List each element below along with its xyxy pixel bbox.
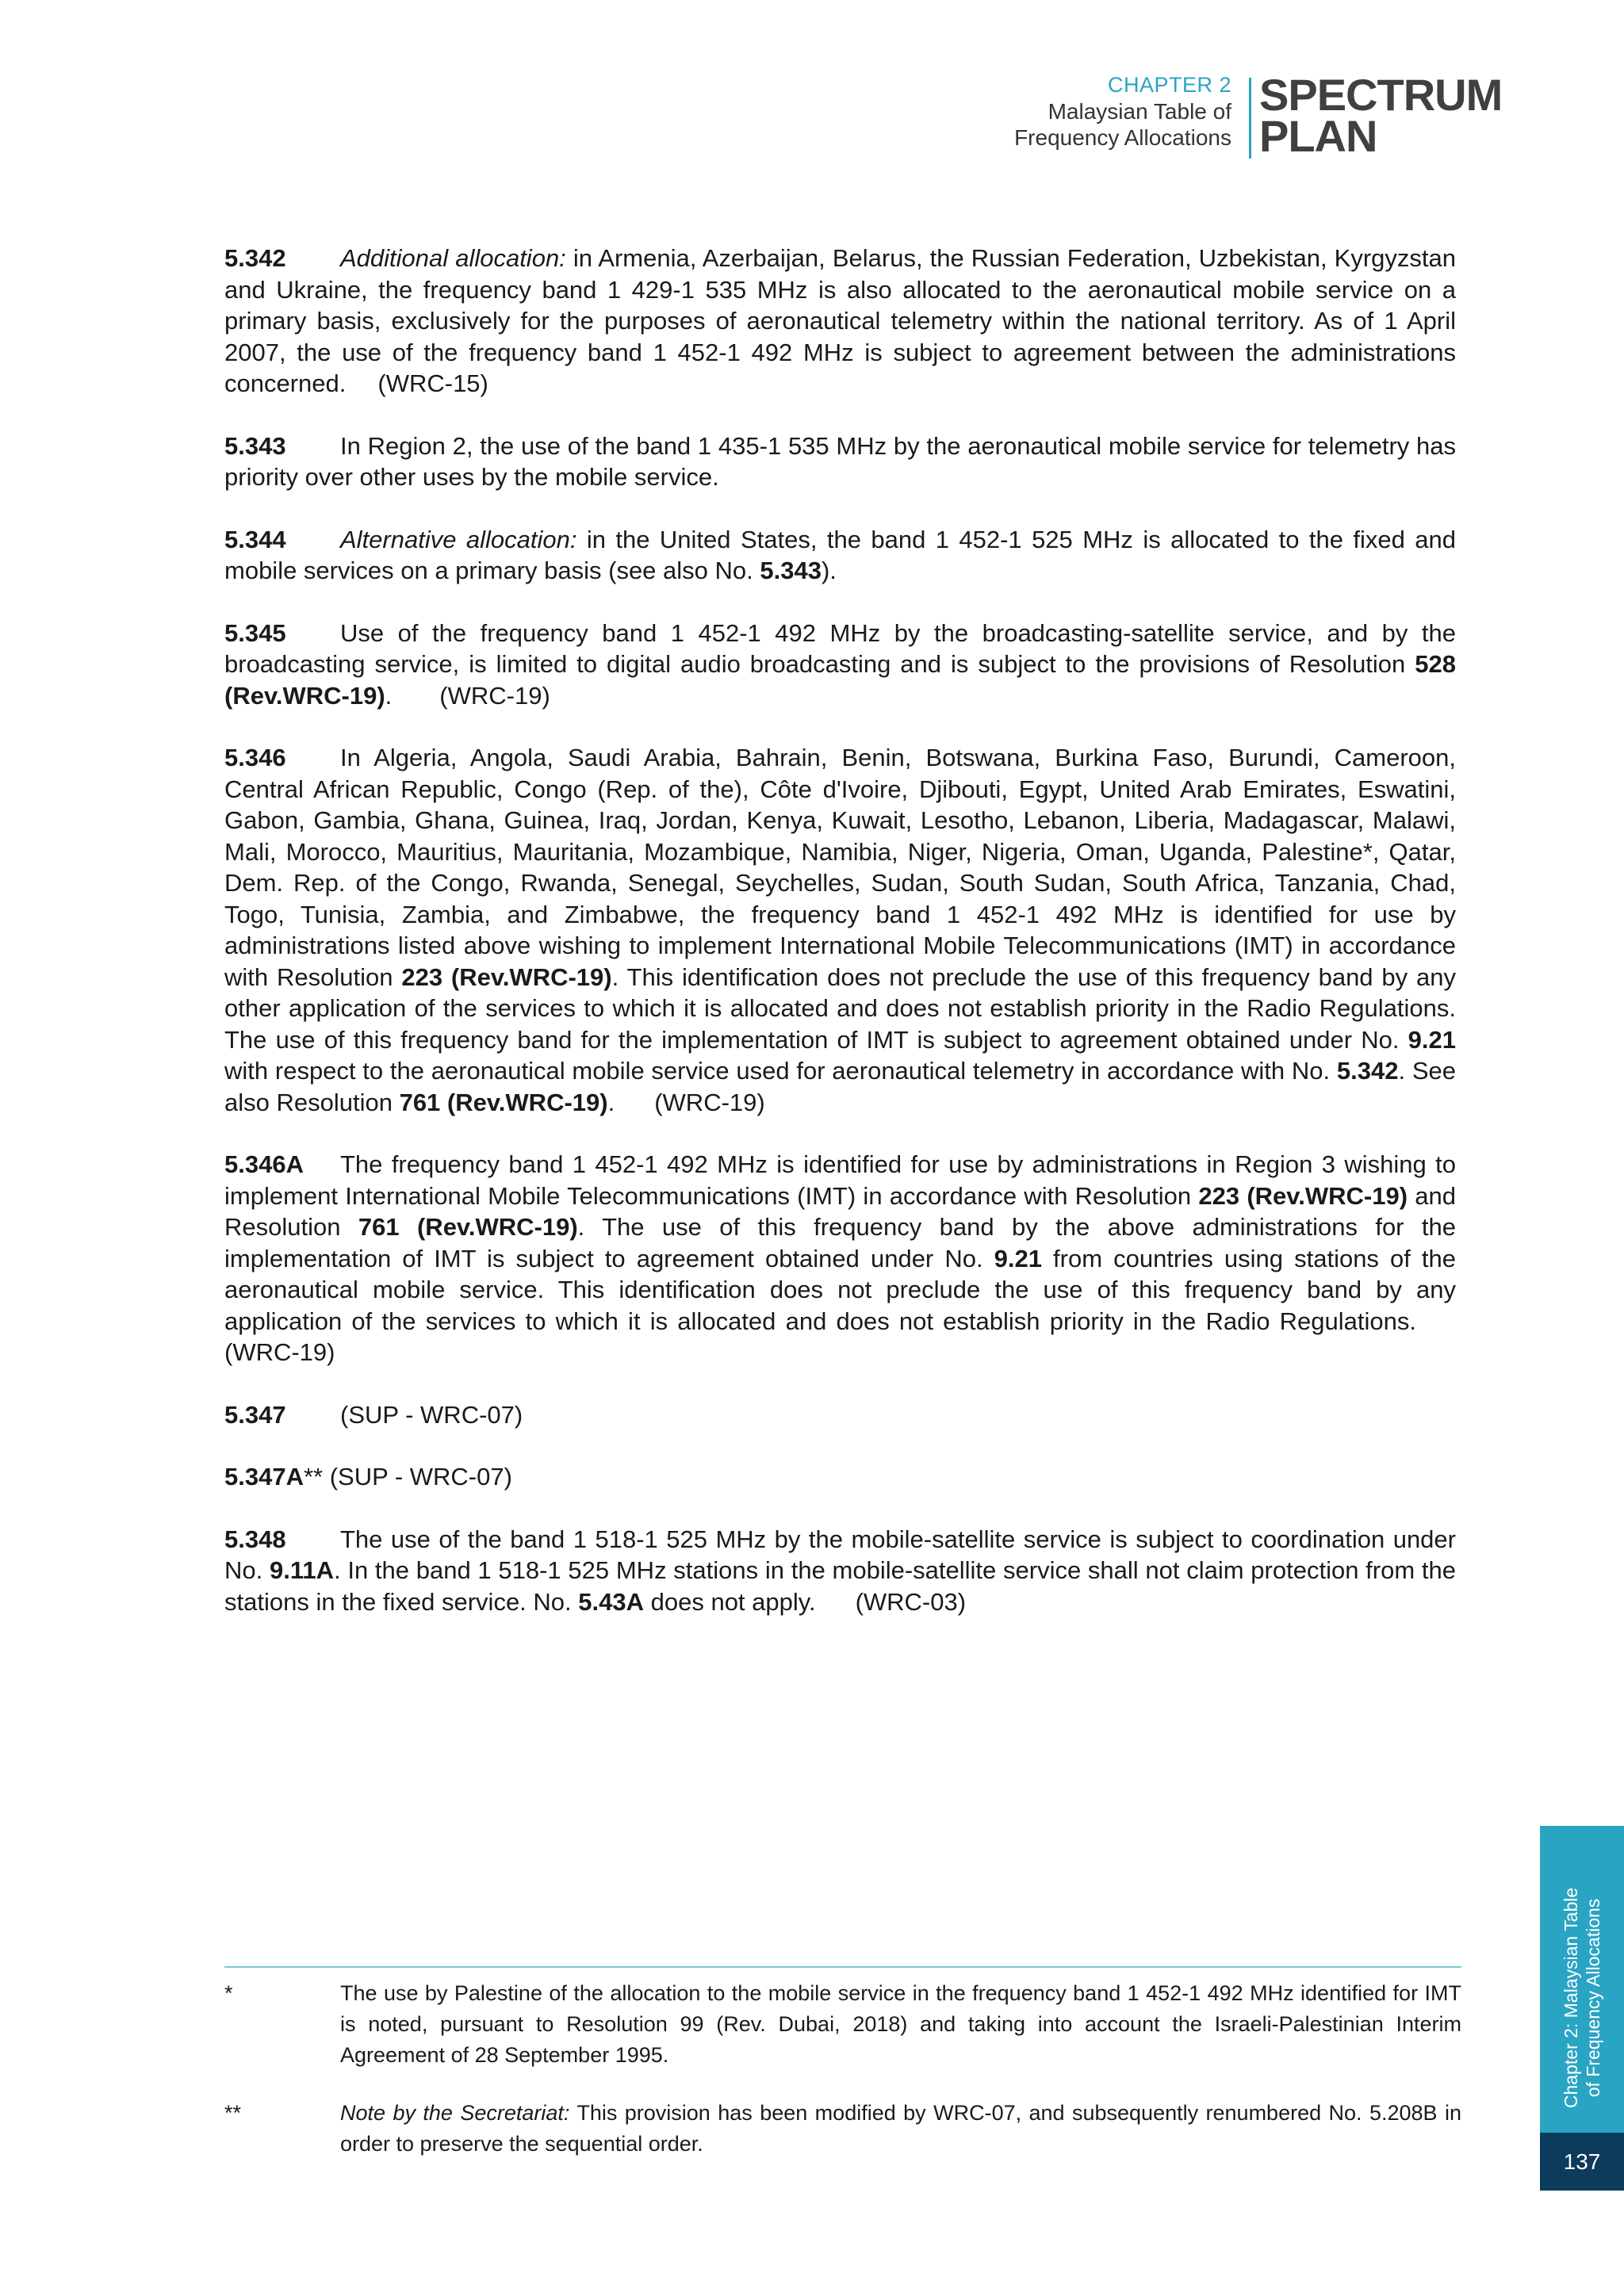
provision-5-348 [224, 1524, 1456, 1618]
chapter-side-label [1544, 1863, 1620, 2133]
provision-ref: (WRC-19) [439, 681, 550, 710]
provision-number: 5.346 [224, 744, 286, 771]
provision-crossref: 761 (Rev.WRC-19) [358, 1213, 578, 1241]
provision-number: 5.346A [224, 1150, 304, 1178]
page-header [863, 70, 1503, 161]
provision-text: . [607, 1088, 615, 1116]
provision-number: 5.345 [224, 618, 286, 647]
provision-tail: ). [821, 557, 837, 584]
footnote [224, 2098, 1461, 2160]
provision-text: (SUP - WRC-07) [340, 1400, 523, 1429]
provision-5-345 [224, 618, 1456, 712]
provision-text: does not apply. [644, 1587, 816, 1616]
provision-number: 5.348 [224, 1525, 286, 1553]
brand-line1: SPECTRUM [1259, 70, 1503, 120]
chapter-subtitle-line2: Frequency Allocations [1014, 124, 1231, 150]
provision-crossref: 5.342 [1336, 1057, 1399, 1085]
provision-ref: (WRC-03) [855, 1587, 967, 1616]
footnote-marker: ** [303, 1463, 324, 1490]
provision-tail: . [385, 681, 393, 710]
brand-line2: PLAN [1259, 110, 1377, 161]
header-divider [1249, 78, 1251, 159]
side-label-line1: Chapter 2: Malaysian Table [1561, 1887, 1582, 2109]
provision-number: 5.347A [224, 1463, 304, 1490]
provision-number: 5.342 [224, 244, 286, 272]
footnote-text: This provision has been modified by WRC-07, and subsequently renumbered No. 5.208B in order to preserve the sequential order. [340, 2101, 1461, 2156]
provision-text: with respect to the aeronautical mobile service used for aeronautical telemetry in accordance with No. [224, 1057, 1337, 1085]
provision-crossref: 223 (Rev.WRC-19) [1198, 1181, 1408, 1210]
footnote-text: The use by Palestine of the allocation to the mobile service in the frequency band 1 452-1 492 MHz identified for IMT is noted, pursuant to Resolution 99 (Rev. Dubai, 2018) and taking into account the Israeli-Palestinian Interim Agreement of 28 September 1995. [340, 1981, 1461, 2067]
brand-logo [1259, 70, 1503, 161]
provision-crossref: 5.343 [760, 557, 822, 584]
provision-crossref: 5.43A [578, 1587, 644, 1616]
provision-text: from countries using stations of the aeronautical mobile service. This identification does not preclude the use of this frequency band by any application of the services to which it is allocated and does not establish priority in the Radio Regulations. [224, 1244, 1457, 1335]
provision-crossref: 9.11A [269, 1556, 334, 1584]
provision-text: The use of the band 1 518-1 525 MHz by the mobile-satellite service is subject to coordination under No. [224, 1525, 1456, 1584]
main-content [224, 218, 1456, 1648]
provision-text: . See also Resolution [224, 1057, 1457, 1116]
provision-number: 5.343 [224, 431, 286, 460]
provision-crossref: 9.21 [1408, 1025, 1456, 1054]
provision-crossref: 528 (Rev.WRC-19) [224, 650, 1456, 710]
page-number: 137 [1540, 2133, 1624, 2191]
provision-text: In Algeria, Angola, Saudi Arabia, Bahrain, Benin, Botswana, Burkina Faso, Burundi, Cameroon, Central African Republic, Congo (Rep. of the), Côte d'Ivoire, Djibouti, Egypt, United Arab Emirates, Eswatini, Gabon, Gambia, Ghana, Guinea, Iraq, Jordan, Kenya, Kuwait, Lesotho, Lebanon, Liberia, Madagascar, Malawi, Mali, Morocco, Mauritius, Mauritania, Mozambique, Namibia, Niger, Nigeria, Oman, Uganda, Palestine*, Qatar, Dem. Rep. of the Congo, Rwanda, Senegal, Seychelles, Sudan, South Sudan, South Africa, Tanzania, Chad, Togo, Tunisia, Zambia, and Zimbabwe, the frequency band 1 452-1 492 MHz is identified for use by administrations listed above wishing to implement International Mobile Telecommunications (IMT) in accordance with Resolution [224, 744, 1456, 991]
provision-text: (SUP - WRC-07) [323, 1463, 512, 1490]
provision-5-346 [224, 742, 1456, 1118]
chapter-label: CHAPTER 2 [1107, 73, 1231, 97]
provision-crossref: 9.21 [994, 1244, 1042, 1272]
chapter-subtitle-line1: Malaysian Table of [1048, 98, 1231, 124]
provision-5-343 [224, 430, 1456, 493]
provision-text: in the United States, the band 1 452-1 525 MHz is allocated to the fixed and mobile services on a primary basis (see also No. [224, 525, 1456, 584]
provision-5-346a [224, 1149, 1456, 1368]
provision-text: . The use of this frequency band by the above administrations for the implementation of IMT is subject to agreement obtained under No. [224, 1213, 1456, 1272]
provision-crossref: 761 (Rev.WRC-19) [399, 1088, 608, 1116]
footnote-body [340, 2098, 1461, 2160]
provision-ref: (WRC-19) [654, 1088, 765, 1116]
footnote-lead: Note by the Secretariat: [340, 2101, 570, 2125]
footnote [224, 1978, 1461, 2071]
chapter-heading [1014, 73, 1231, 151]
provision-text: and Resolution [224, 1181, 1456, 1241]
footnotes [224, 1978, 1461, 2187]
provision-number: 5.344 [224, 525, 286, 553]
provision-5-347a [224, 1461, 1456, 1493]
side-label-line2: of Frequency Allocations [1583, 1898, 1604, 2098]
provision-text: In Region 2, the use of the band 1 435-1 535 MHz by the aeronautical mobile service for telemetry has priority over other uses by the mobile service. [224, 431, 1456, 491]
provision-text: Use of the frequency band 1 452-1 492 MHz by the broadcasting-satellite service, and by the broadcasting service, is limited to digital audio broadcasting and is subject to the provisions of Resolution [224, 618, 1456, 678]
provision-5-347 [224, 1399, 1456, 1431]
footnote-divider [224, 1966, 1461, 1968]
provision-text: in Armenia, Azerbaijan, Belarus, the Russian Federation, Uzbekistan, Kyrgyzstan and Ukraine, the frequency band 1 429-1 535 MHz is also allocated to the aeronautical mobile service on a primary basis, exclusively for the purposes of aeronautical telemetry within the national territory. As of 1 April 2007, the use of the frequency band 1 452-1 492 MHz is subject to agreement between the administrations concerned. [224, 244, 1456, 397]
provision-text: . This identification does not preclude the use of this frequency band by any other application of the services to which it is allocated and does not establish priority in the Radio Regulations. The use of this frequency band for the implementation of IMT is subject to agreement obtained under No. [224, 962, 1456, 1054]
provision-5-344 [224, 524, 1456, 587]
provision-text: The frequency band 1 452-1 492 MHz is identified for use by administrations in Region 3 wishing to implement International Mobile Telecommunications (IMT) in accordance with Resolution [224, 1150, 1456, 1210]
provision-lead: Additional allocation: [340, 244, 566, 272]
provision-lead: Alternative allocation: [340, 525, 577, 553]
provision-ref: (WRC-15) [377, 369, 488, 397]
provision-number: 5.347 [224, 1400, 286, 1429]
provision-ref: (WRC-19) [224, 1338, 335, 1366]
provision-text: . In the band 1 518-1 525 MHz stations in the mobile-satellite service shall not claim protection from the stations in the fixed service. No. [224, 1556, 1456, 1616]
footnote-mark: * [224, 1981, 233, 2005]
provision-5-342 [224, 243, 1456, 400]
provision-crossref: 223 (Rev.WRC-19) [401, 962, 612, 991]
footnote-mark: ** [224, 2101, 242, 2125]
